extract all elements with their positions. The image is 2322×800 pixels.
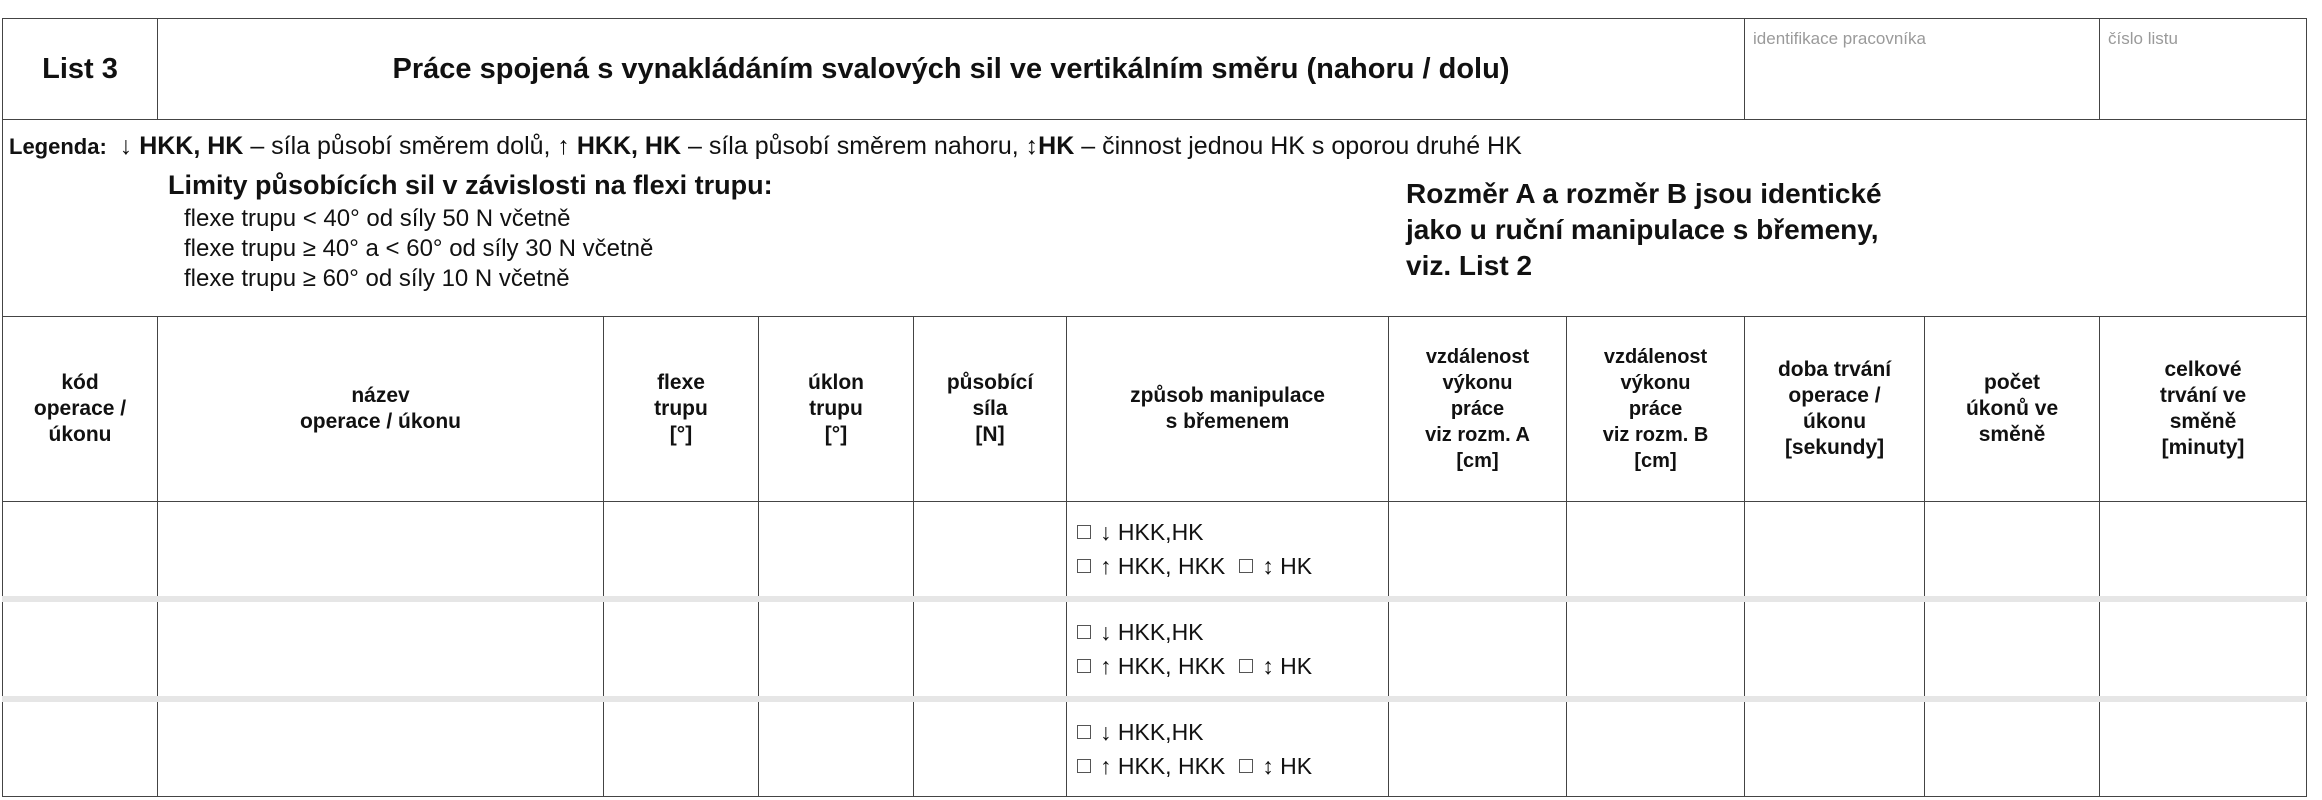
legend-up-codes: HKK, HK bbox=[576, 132, 682, 160]
cell-tilt[interactable] bbox=[759, 699, 914, 797]
table-row bbox=[3, 599, 2307, 699]
header-line: práce bbox=[1628, 398, 1683, 420]
form-sheet bbox=[2, 18, 2306, 797]
checkbox[interactable] bbox=[1077, 559, 1091, 573]
cell-tilt[interactable] bbox=[759, 599, 914, 699]
header-line: flexe bbox=[657, 371, 705, 394]
header-line: směně bbox=[1978, 423, 2046, 446]
form-table bbox=[2, 18, 2307, 797]
legend-label: Legenda: bbox=[9, 134, 107, 159]
checkbox[interactable] bbox=[1239, 559, 1253, 573]
header-line: operace / úkonu bbox=[299, 410, 462, 433]
cell-total[interactable] bbox=[2100, 502, 2307, 600]
sheet-number-field[interactable]: číslo listu bbox=[2100, 19, 2307, 120]
cell-code[interactable] bbox=[3, 699, 158, 797]
checkbox[interactable] bbox=[1077, 725, 1091, 739]
manipulation-option-line bbox=[1077, 515, 1388, 549]
limit-item: flexe trupu ≥ 60° od síly 10 N včetně bbox=[184, 265, 570, 292]
worker-id-field[interactable]: identifikace pracovníka bbox=[1745, 19, 2100, 120]
cell-flexion[interactable] bbox=[604, 502, 759, 600]
table-row bbox=[3, 699, 2307, 797]
col-header-duration bbox=[1745, 317, 1925, 502]
cell-distance-a[interactable] bbox=[1389, 502, 1567, 600]
cell-count[interactable] bbox=[1925, 599, 2100, 699]
header-line: vzdálenost bbox=[1425, 346, 1530, 368]
cell-count[interactable] bbox=[1925, 502, 2100, 600]
header-line: síla bbox=[972, 397, 1008, 420]
header-line: výkonu bbox=[1620, 372, 1691, 394]
cell-force[interactable] bbox=[914, 599, 1067, 699]
col-header-force bbox=[914, 317, 1067, 502]
manipulation-option-line bbox=[1077, 615, 1388, 649]
header-line: úkonu bbox=[1803, 410, 1867, 433]
cell-force[interactable] bbox=[914, 699, 1067, 797]
col-header-distance-a bbox=[1389, 317, 1567, 502]
cell-tilt[interactable] bbox=[759, 502, 914, 600]
dimension-note bbox=[1406, 176, 2046, 284]
cell-count[interactable] bbox=[1925, 699, 2100, 797]
header-line: [minuty] bbox=[2161, 436, 2245, 459]
cell-duration[interactable] bbox=[1745, 599, 1925, 699]
list-number: List 3 bbox=[3, 19, 158, 120]
col-header-total bbox=[2100, 317, 2307, 502]
header-line: [sekundy] bbox=[1784, 436, 1885, 459]
col-header-manipulation bbox=[1067, 317, 1389, 502]
option-label: ↕ HK bbox=[1262, 653, 1313, 679]
header-line: viz rozm. B bbox=[1602, 424, 1709, 446]
option-label: ↓ HKK,HK bbox=[1100, 719, 1204, 745]
header-line: úkonu bbox=[48, 423, 112, 446]
col-header-flexion bbox=[604, 317, 759, 502]
header-line: trupu bbox=[654, 397, 708, 420]
legend-down-codes: HKK, HK bbox=[139, 132, 244, 160]
option-label: ↑ HKK, HKK bbox=[1100, 553, 1226, 579]
header-line: působící bbox=[946, 371, 1034, 394]
cell-flexion[interactable] bbox=[604, 599, 759, 699]
checkbox[interactable] bbox=[1239, 659, 1253, 673]
header-line: [N] bbox=[975, 423, 1005, 446]
legend-down-text: – síla působí směrem dolů, bbox=[243, 132, 558, 160]
option-label: ↓ HKK,HK bbox=[1100, 619, 1204, 645]
header-line: trupu bbox=[809, 397, 863, 420]
manipulation-option-line bbox=[1077, 549, 1388, 583]
header-line: způsob manipulace bbox=[1130, 384, 1325, 407]
cell-total[interactable] bbox=[2100, 699, 2307, 797]
option-label: ↕ HK bbox=[1262, 753, 1313, 779]
up-arrow-icon: ↑ bbox=[557, 132, 570, 160]
manipulation-option-line bbox=[1077, 749, 1388, 783]
cell-code[interactable] bbox=[3, 502, 158, 600]
header-line: vzdálenost bbox=[1603, 346, 1708, 368]
header-line: viz rozm. A bbox=[1425, 424, 1530, 446]
cell-total[interactable] bbox=[2100, 599, 2307, 699]
cell-distance-a[interactable] bbox=[1389, 699, 1567, 797]
header-line: operace / bbox=[33, 397, 127, 420]
down-arrow-icon: ↓ bbox=[119, 132, 133, 160]
option-label: ↓ HKK,HK bbox=[1100, 519, 1204, 545]
header-line: úkonů ve bbox=[1965, 397, 2059, 420]
option-label: ↑ HKK, HKK bbox=[1100, 653, 1226, 679]
cell-duration[interactable] bbox=[1745, 502, 1925, 600]
legend-cell bbox=[3, 120, 2307, 317]
dimension-note-line: viz. List 2 bbox=[1406, 250, 1533, 281]
legend-both-code: HK bbox=[1038, 132, 1075, 160]
option-label: ↕ HK bbox=[1262, 553, 1313, 579]
header-line: [cm] bbox=[1456, 450, 1499, 472]
cell-flexion[interactable] bbox=[604, 699, 759, 797]
header-line: celkové bbox=[2164, 358, 2242, 381]
checkbox[interactable] bbox=[1239, 759, 1253, 773]
header-line: název bbox=[351, 384, 410, 407]
header-line: doba trvání bbox=[1777, 358, 1892, 381]
header-line: výkonu bbox=[1442, 372, 1513, 394]
cell-manipulation bbox=[1067, 502, 1389, 600]
limit-item: flexe trupu ≥ 40° a < 60° od síly 30 N včetně bbox=[184, 235, 654, 262]
header-row bbox=[3, 19, 2307, 120]
header-line: trvání ve bbox=[2159, 384, 2247, 407]
updown-arrow-icon: ↕ bbox=[1025, 132, 1039, 160]
manipulation-option-line bbox=[1077, 649, 1388, 683]
checkbox[interactable] bbox=[1077, 659, 1091, 673]
checkbox[interactable] bbox=[1077, 525, 1091, 539]
cell-manipulation bbox=[1067, 699, 1389, 797]
header-line: s břemenem bbox=[1165, 410, 1290, 433]
cell-code[interactable] bbox=[3, 599, 158, 699]
option-label: ↑ HKK, HKK bbox=[1100, 753, 1226, 779]
header-line: operace / bbox=[1788, 384, 1881, 407]
column-header-row bbox=[3, 317, 2307, 502]
cell-distance-a[interactable] bbox=[1389, 599, 1567, 699]
legend-line bbox=[9, 132, 1522, 161]
limit-item: flexe trupu < 40° od síly 50 N včetně bbox=[184, 205, 571, 232]
cell-force[interactable] bbox=[914, 502, 1067, 600]
header-line: práce bbox=[1450, 398, 1505, 420]
legend-up-text: – síla působí směrem nahoru, bbox=[681, 132, 1026, 160]
legend-both-text: – činnost jednou HK s oporou druhé HK bbox=[1074, 132, 1522, 160]
limits-title: Limity působících sil v závislosti na flexi trupu: bbox=[168, 170, 773, 200]
col-header-name bbox=[158, 317, 604, 502]
cell-duration[interactable] bbox=[1745, 699, 1925, 797]
col-header-tilt bbox=[759, 317, 914, 502]
cell-name[interactable] bbox=[158, 699, 604, 797]
header-line: [°] bbox=[669, 423, 693, 446]
dimension-note-line: jako u ruční manipulace s břemeny, bbox=[1406, 214, 1879, 245]
header-line: kód bbox=[61, 371, 99, 394]
cell-name[interactable] bbox=[158, 502, 604, 600]
checkbox[interactable] bbox=[1077, 759, 1091, 773]
legend-row bbox=[3, 120, 2307, 317]
header-line: počet bbox=[1984, 371, 2041, 394]
header-line: úklon bbox=[808, 371, 864, 394]
header-line: [°] bbox=[824, 423, 848, 446]
col-header-code bbox=[3, 317, 158, 502]
cell-manipulation bbox=[1067, 599, 1389, 699]
header-line: směně bbox=[2169, 410, 2237, 433]
cell-distance-b[interactable] bbox=[1567, 502, 1745, 600]
cell-distance-b[interactable] bbox=[1567, 599, 1745, 699]
dimension-note-line: Rozměr A a rozměr B jsou identické bbox=[1406, 178, 1882, 209]
cell-name[interactable] bbox=[158, 599, 604, 699]
header-line: [cm] bbox=[1634, 450, 1677, 472]
page-title: Práce spojená s vynakládáním svalových sil ve vertikálním směru (nahoru / dolu) bbox=[158, 19, 1745, 120]
col-header-distance-b bbox=[1567, 317, 1745, 502]
checkbox[interactable] bbox=[1077, 625, 1091, 639]
cell-distance-b[interactable] bbox=[1567, 699, 1745, 797]
col-header-count bbox=[1925, 317, 2100, 502]
limits-block bbox=[168, 170, 773, 294]
table-row bbox=[3, 502, 2307, 600]
manipulation-option-line bbox=[1077, 715, 1388, 749]
